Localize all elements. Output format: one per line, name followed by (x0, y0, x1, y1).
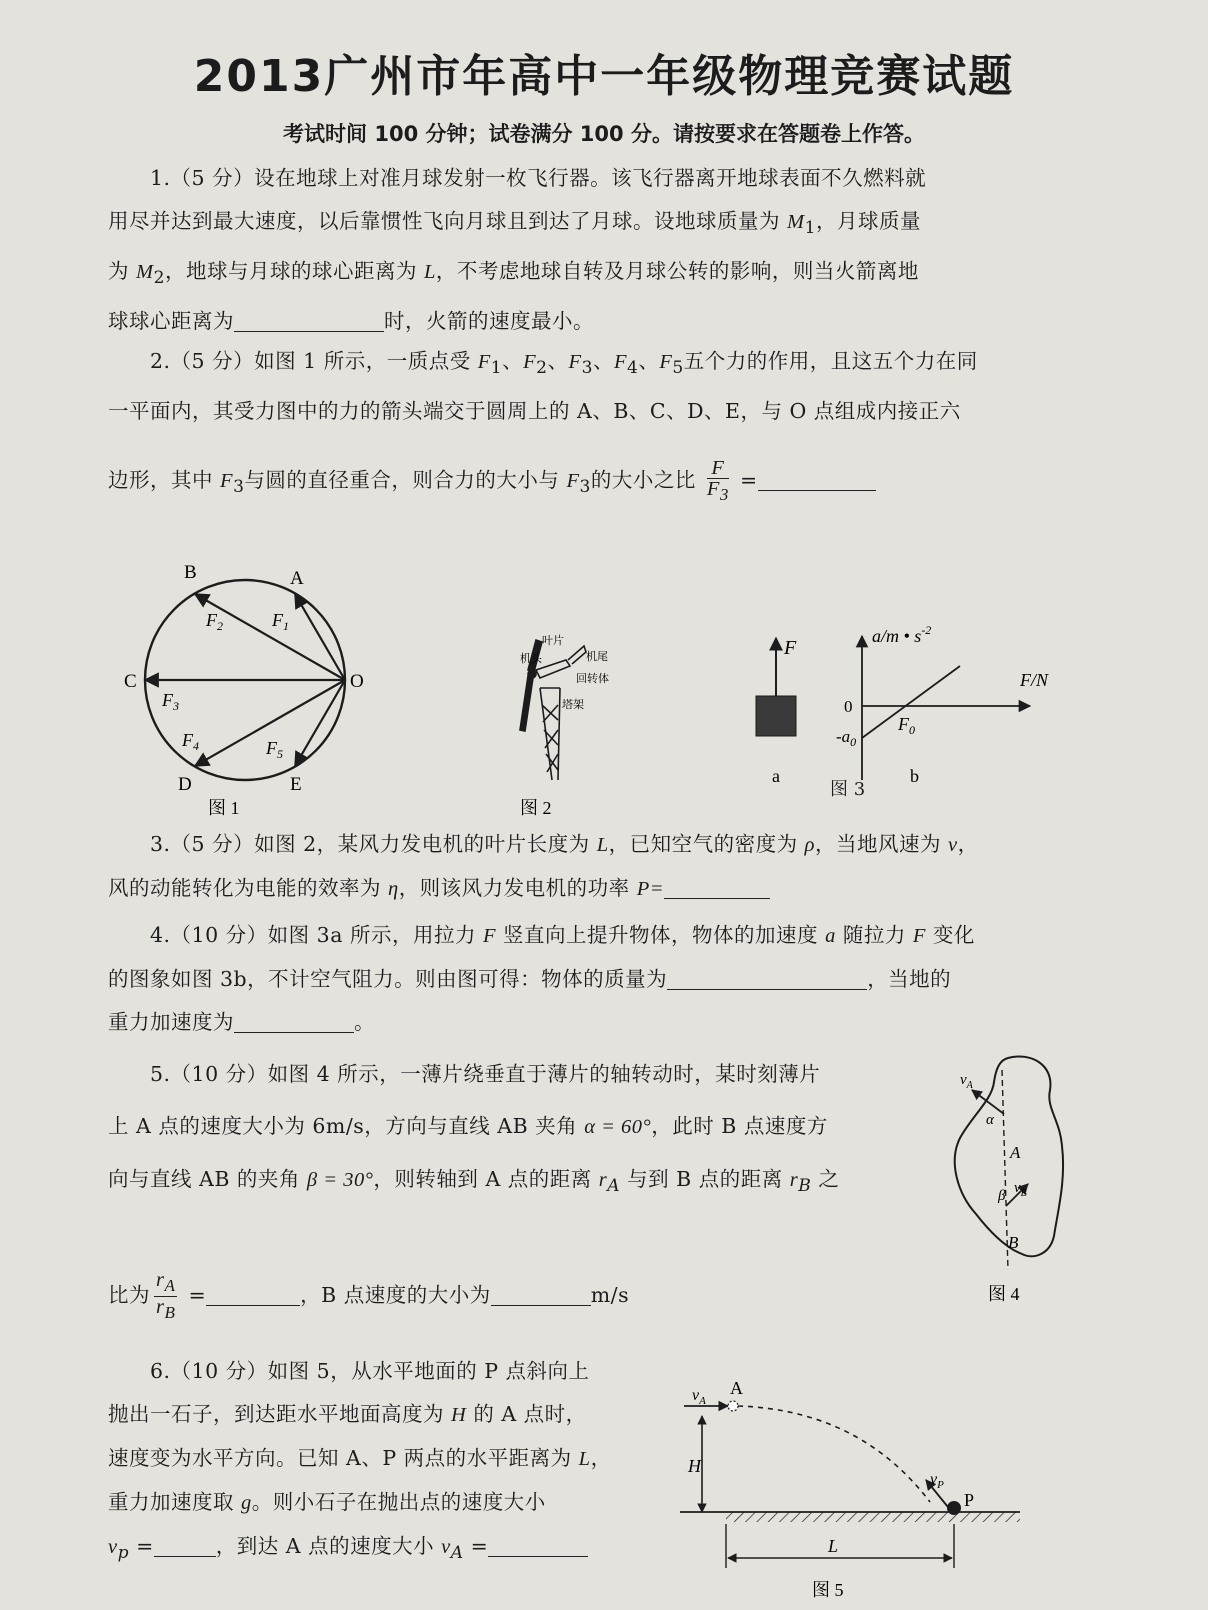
fig3-caption: 图 3 (830, 779, 866, 800)
question-2 (108, 340, 1088, 433)
fig3a-block (756, 696, 796, 736)
q2-answer-blank[interactable] (758, 466, 876, 491)
q2-ratio-fraction: $\frac{F}{F_3}$ (706, 457, 729, 505)
fig2-label-blade: 叶片 (542, 635, 564, 647)
fig4-label-beta: β (998, 1188, 1006, 1204)
q1-line1: 1.（5 分）设在地球上对准月球发射一枚飞行器。该飞行器离开地球表面不久燃料就 (150, 166, 927, 190)
q6-line3: 速度变为水平方向。已知 A、P 两点的水平距离为 L， (108, 1446, 612, 1470)
fig5-point-A (728, 1401, 738, 1411)
fig1-f3-label: $F_3$ (162, 690, 179, 713)
q1-answer-blank[interactable] (234, 307, 384, 332)
figure-4 (950, 1050, 1090, 1310)
q3-line2: 风的动能转化为电能的效率为 η，则该风力发电机的功率 P= (108, 867, 1088, 911)
fig1-label-A: A (290, 568, 304, 589)
fig4-label-A: A (1010, 1143, 1021, 1162)
fig3b-a0-label: $-a_0$ (836, 727, 857, 749)
q5-line4: 比为 $\frac{r_A}{r_B}$ = ，B 点速度的大小为 m/s (108, 1269, 630, 1323)
fig3b-caption: b (910, 766, 919, 786)
q3-line1: 3.（5 分）如图 2，某风力发电机的叶片长度为 L，已知空气的密度为 ρ，当地风速为 v， (150, 832, 979, 856)
fig2-label-rotor: 回转体 (576, 673, 609, 685)
fig1-force-1 (295, 594, 345, 680)
fig1-label-C: C (124, 671, 137, 692)
fig5-trajectory (738, 1406, 930, 1502)
fig2-label-tower: 塔架 (562, 699, 584, 711)
question-4 (108, 914, 1088, 1044)
fig1-label-E: E (290, 774, 302, 795)
q4-line3: 重力加速度为 。 (108, 1010, 375, 1034)
q5-speed-blank[interactable] (491, 1281, 591, 1306)
figure-2 (500, 630, 640, 820)
fig4-label-B: B (1008, 1233, 1019, 1252)
fig1-label-O: O (350, 671, 364, 692)
fig2-label-head: 机头 (520, 653, 542, 665)
q6-va-blank[interactable] (488, 1532, 588, 1557)
exam-title: 2013广州市年高中一年级物理竞赛试题 (193, 51, 1015, 102)
fig3b-origin: 0 (844, 697, 853, 716)
q6-line2: 抛出一石子，到达距水平地面高度为 H 的 A 点时， (108, 1402, 587, 1426)
fig1-force-5 (295, 680, 345, 766)
fig4-label-vB: $v_B$ (1014, 1180, 1027, 1199)
q2-line3: 边形，其中 $F_3$与圆的直径重合，则合力的大小与 $F_3$的大小之比 $\frac{F}{F_3}$ = (108, 458, 1088, 509)
fig1-f5-label: $F_5$ (266, 738, 283, 761)
fig1-label-D: D (178, 774, 192, 795)
question-6 (108, 1350, 708, 1575)
fig2-label-tail: 机尾 (586, 651, 608, 663)
question-3 (108, 823, 1088, 911)
q4-mass-blank[interactable] (667, 965, 867, 990)
fig1-force-2 (195, 594, 345, 680)
fig5-label-A: A (730, 1378, 743, 1398)
q6-line1: 6.（10 分）如图 5，从水平地面的 P 点斜向上 (150, 1359, 590, 1383)
question-1 (108, 157, 1088, 343)
q6-vp-blank[interactable] (154, 1532, 216, 1557)
q4-gravity-blank[interactable] (234, 1008, 354, 1033)
fig4-label-alpha: α (986, 1112, 994, 1128)
q3-answer-blank[interactable] (664, 874, 770, 899)
q5-ratio-blank[interactable] (206, 1281, 300, 1306)
figure-1 (120, 560, 364, 820)
fig5-label-H: H (688, 1456, 701, 1476)
fig4-velocity-A (972, 1090, 1004, 1114)
fig4-label-vA: $v_A$ (960, 1072, 973, 1091)
q1-line2: 用尽并达到最大速度，以后靠惯性飞向月球且到达了月球。设地球质量为 $M_1$，月球质量 (108, 209, 921, 239)
fig1-caption: 图 1 (208, 798, 240, 818)
fig3b-f0-label: $F_0$ (898, 714, 915, 737)
q1-line3: 为 $M_2$，地球与月球的球心距离为 L，不考虑地球自转及月球公转的影响，则当火箭离地 (108, 259, 919, 289)
fig5-label-L: L (828, 1536, 839, 1556)
q2-line2: 一平面内，其受力图中的力的箭头端交于圆周上的 A、B、C、D、E，与 O 点组成内接正六 (108, 399, 961, 424)
fig1-label-B: B (184, 562, 197, 583)
fig5-label-P: P (964, 1490, 975, 1510)
q6-line5: $v_p$ = ，到达 A 点的速度大小 $v_A$ = (108, 1525, 708, 1575)
fig5-label-vA: $v_A$ (692, 1387, 706, 1407)
fig5-label-vP: $v_P$ (930, 1471, 944, 1491)
fig1-f4-label: $F_4$ (182, 730, 199, 753)
q6-line4: 重力加速度取 g。则小石子在抛出点的速度大小 (108, 1490, 546, 1514)
q2-line1: 2.（5 分）如图 1 所示，一质点受 $F_1$、$F_2$、$F_3$、$F_4$、$F_5$五个力的作用，且这五个力在同 (150, 349, 978, 379)
fig5-ground-hatch (726, 1512, 1020, 1522)
figure-5 (680, 1372, 1040, 1604)
fig1-f2-label: $F_2$ (206, 610, 223, 633)
fig5-point-P (947, 1501, 961, 1515)
fig3b-xlabel: F/N (1020, 670, 1049, 690)
q4-line2: 的图象如图 3b，不计空气阻力。则由图可得：物体的质量为 ，当地的 (108, 967, 952, 991)
fig3a-force-label: F (784, 637, 797, 659)
figure-3a (740, 630, 830, 790)
fig4-caption: 图 4 (988, 1284, 1020, 1304)
q5-ratio-fraction: $\frac{r_A}{r_B}$ (156, 1269, 176, 1323)
exam-instructions: 考试时间 100 分钟；试卷满分 100 分。请按要求在答题卷上作答。 (283, 122, 925, 146)
q5-line2: 上 A 点的速度大小为 6m/s，方向与直线 AB 夹角 α = 60°，此时 B 点速度方 (108, 1114, 828, 1138)
q1-line4: 球球心距离为 时，火箭的速度最小。 (108, 309, 594, 334)
fig1-f1-label: $F_1$ (272, 610, 289, 633)
fig2-caption: 图 2 (520, 798, 552, 818)
q5-line1: 5.（10 分）如图 4 所示，一薄片绕垂直于薄片的轴转动时，某时刻薄片 (150, 1062, 821, 1086)
fig3a-caption: a (772, 766, 780, 786)
fig3b-ylabel: a/m • $s^{-2}$ (872, 623, 932, 646)
q4-line1: 4.（10 分）如图 3a 所示，用拉力 F 竖直向上提升物体，物体的加速度 a 随拉力 F 变化 (150, 923, 975, 947)
q5-line3: 向与直线 AB 的夹角 β = 30°，则转轴到 A 点的距离 $r_A$ 与到 B 点的距离 $r_B$ 之 (108, 1167, 840, 1197)
question-5 (108, 1048, 948, 1212)
fig5-caption: 图 5 (812, 1580, 844, 1600)
